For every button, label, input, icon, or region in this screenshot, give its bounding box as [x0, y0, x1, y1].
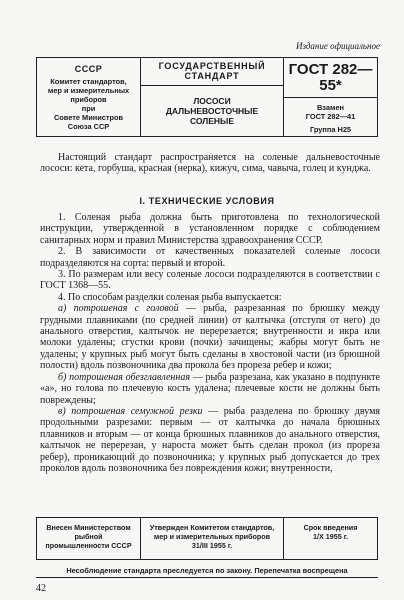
intro-paragraph: Настоящий стандарт распространяется на соленые дальневосточные лососи: кета, горбуша, красная (нерка), кижуч, сима, чавыча, голец и кунджа. — [40, 152, 380, 175]
clause-4c: в) потрошеная семужной резки — рыба разделена по брюшку двумя продольными разрезами: первым — от калтычка до начала брюшных плавников и вторым — от конца брюшных плавников до анального отверстия, калтычок не перерезан, у нароста может быть сделан прокол (из прореза ребер), проникающий до позвоночника; у крупных рыб допускается до трех проколов вдоль позвоночника без повреждения кожи; внутренности, — [40, 405, 380, 474]
header-box — [36, 57, 378, 137]
org-lines: Комитет стандартов, мер и измерительных приборов при Совете Министров Союза ССР — [47, 77, 130, 131]
gost-cell — [284, 58, 377, 136]
introduced-by: Внесен Министерством рыбной промышленности СССР — [37, 518, 141, 559]
standard-subject: ЛОСОСИ ДАЛЬНЕВОСТОЧНЫЕ СОЛЕНЫЕ — [165, 96, 259, 126]
clause-2: 2. В зависимости от качественных показателей соленые лососи подразделяются на сорта: первый и второй. — [40, 246, 380, 269]
divider — [141, 85, 283, 86]
divider — [284, 97, 377, 98]
clause-4: 4. По способам разделки соленая рыба выпускается: — [58, 291, 282, 303]
clause-4a-label: а) потрошеная с головой — [58, 303, 179, 315]
section-title: I. ТЕХНИЧЕСКИЕ УСЛОВИЯ — [139, 196, 275, 206]
org-title: СССР — [74, 64, 103, 74]
clause-4b: б) потрошеная обезглавленная — рыба разрезана, как указано в подпункте «а», но голова по плечевую кость удалена; плечевые кости не должны быть повреждены; — [40, 371, 380, 406]
legal-notice: Несоблюдение стандарта преследуется по закону. Перепечатка воспрещена — [66, 566, 348, 575]
clause-4a: а) потрошеная с головой — рыба, разрезанная по брюшку между грудными плавниками (по средней линии) от калтычка (отступя от него) до анального отверстия, калтычок не перерезается; внутренности и икра или молоки удалены; сгустки крови (почки) зачищены; жабры могут быть не удалены; у крупных рыб могут быть сделаны в хвостовой части (из брюшной полости) вдоль позвоночника два прокола без прореза ребер и кожи; — [40, 303, 380, 372]
clauses — [40, 212, 380, 474]
footer-box — [36, 517, 378, 560]
gost-number: ГОСТ 282—55* — [288, 61, 373, 94]
clause-4b-label: б) потрошеная обезглавленная — [58, 371, 190, 383]
clause-3: 3. По размерам или весу соленые лососи подразделяются в соответствии с ГОСТ 1368—55. — [40, 269, 380, 292]
group-code: Группа Н25 — [309, 125, 352, 134]
notice-rule — [36, 577, 378, 578]
issuing-org-cell — [37, 58, 141, 136]
standard-type: ГОСУДАРСТВЕННЫЙ СТАНДАРТ — [158, 61, 266, 81]
title-cell — [141, 58, 284, 136]
approved-by: Утвержден Комитетом стандартов, мер и измерительных приборов 31/III 1955 г. — [141, 518, 284, 559]
page-number: 42 — [36, 583, 46, 594]
effective-date: Срок введения 1/X 1955 г. — [303, 523, 358, 541]
clause-4c-label: в) потрошеная семужной резки — [58, 405, 203, 417]
clause-1: 1. Соленая рыба должна быть приготовлена по технологической инструкции, утвержденной в установленном порядке с соблюдением санитарных норм и правил Министерства здравоохранения СССР. — [40, 212, 380, 246]
replaces: Взамен ГОСТ 282—41 — [305, 103, 356, 121]
edition-label: Издание официальное — [295, 41, 380, 51]
